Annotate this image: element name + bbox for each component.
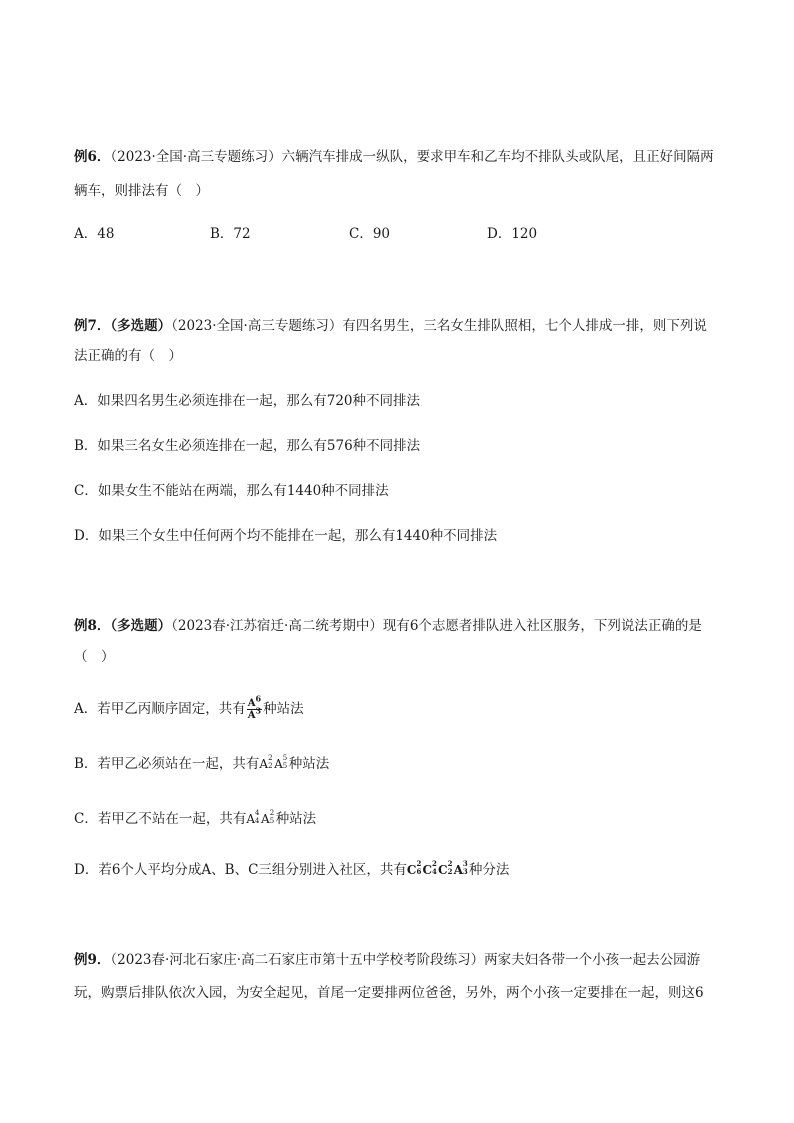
ex6-text1: （2023·全国·高三专题练习）六辆汽车排成一纵队，要求甲车和乙车均不排队头或队尾，且正好间隔两 (110, 149, 714, 165)
ex7-option-c: C．如果女生不能站在两端，那么有1440种不同排法 (74, 483, 389, 499)
ex8-option-a-formula: $\frac{A^6}{A^3}$ (247, 693, 262, 721)
ex8-label: 例8．（多选题） (74, 618, 172, 634)
ex8-option-c (74, 809, 316, 829)
ex8-option-d-formula: C 2 6 C 2 4 C 2 2 A 3 3 (406, 859, 468, 877)
ex8-option-b-post: 种站法 (288, 756, 330, 772)
ex8-option-c-post: 种站法 (275, 811, 317, 827)
ex8-option-c-pre: C．若甲乙不站在一起，共有 (74, 811, 247, 827)
ex8-option-b (74, 754, 329, 774)
ex8-option-a-pre: A．若甲乙丙顺序固定，共有 (74, 701, 246, 717)
ex9-line1 (74, 950, 700, 970)
ex7-line2: 法正确的有（ ） (74, 348, 182, 364)
ex9-text1: （2023春·河北石家庄·高二石家庄市第十五中学校考阶段练习）两家夫妇各带一个小孩一起去公园游 (110, 952, 701, 968)
ex7-text1: （2023·全国·高三专题练习）有四名男生，三名女生排队照相，七个人排成一排，则下列说 (171, 318, 707, 334)
ex6-option-b: B．72 (210, 226, 251, 242)
ex9-line2: 玩，购票后排队依次入园，为安全起见，首尾一定要排两位爸爸，另外，两个小孩一定要排在一起，则这6 (74, 985, 704, 1001)
ex8-option-c-formula: A 4 4 A 2 5 (246, 809, 275, 826)
ex8-line2: （ ） (74, 649, 115, 665)
ex7-option-d: D．如果三个女生中任何两个均不能排在一起，那么有1440种不同排法 (74, 528, 498, 544)
ex6-line1 (74, 147, 714, 167)
ex7-option-b: B．如果三名女生必须连排在一起，那么有576种不同排法 (74, 438, 421, 454)
ex9-label: 例9． (74, 952, 111, 968)
ex8-line1 (74, 616, 702, 636)
ex7-line1 (74, 316, 707, 336)
ex8-text1: （2023春·江苏宿迁·高二统考期中）现有6个志愿者排队进入社区服务，下列说法正确的是 (171, 618, 702, 634)
ex6-label: 例6． (74, 149, 111, 165)
ex8-option-d-pre: D．若6个人平均分成A、B、C三组分别进入社区，共有 (74, 862, 407, 878)
ex6-option-a: A．48 (74, 226, 115, 242)
ex6-line2: 辆车，则排法有（ ） (74, 183, 209, 199)
ex8-option-b-pre: B．若甲乙必须站在一起，共有 (74, 756, 260, 772)
ex6-option-c: C．90 (349, 226, 391, 242)
ex8-option-a-post: 种站法 (263, 701, 304, 717)
ex8-option-d-post: 种分法 (468, 862, 510, 878)
ex7-option-a: A．如果四名男生必须连排在一起，那么有720种不同排法 (74, 393, 421, 409)
ex8-option-b-formula: A 2 2 A 5 5 (259, 754, 288, 771)
ex7-label: 例7．（多选题） (74, 318, 172, 334)
ex8-option-a (74, 693, 304, 721)
ex6-option-d: D．120 (487, 226, 538, 242)
ex8-option-d (74, 860, 509, 880)
